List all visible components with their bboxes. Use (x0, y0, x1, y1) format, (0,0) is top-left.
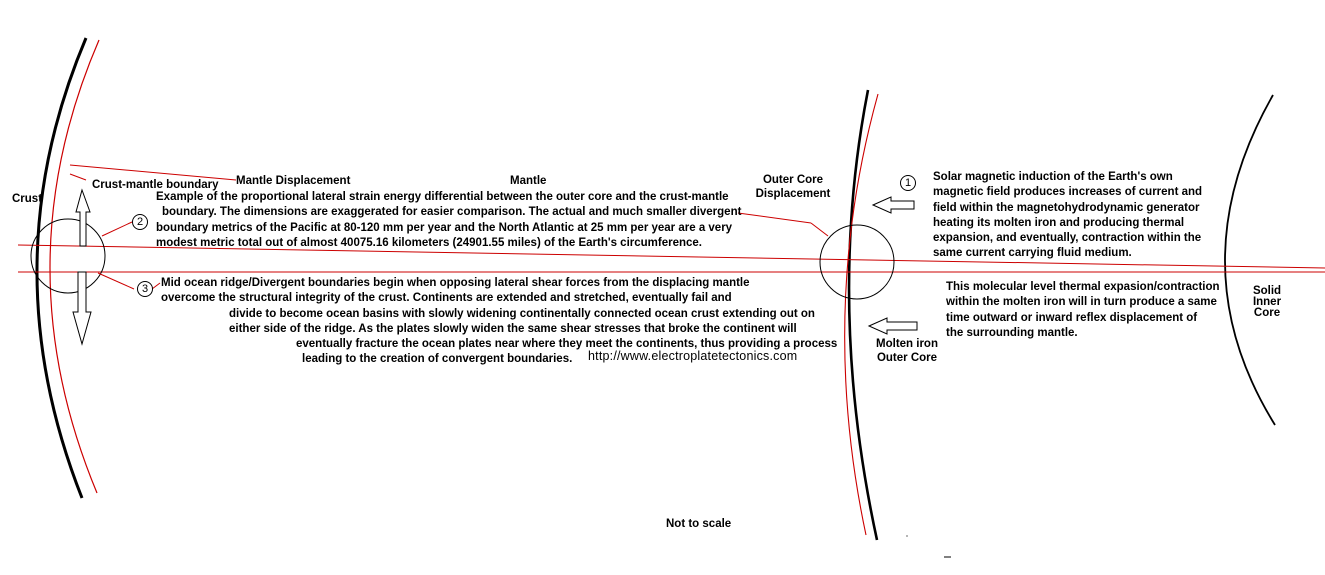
not-to-scale-label: Not to scale (666, 518, 732, 530)
mantle-label: Mantle (510, 175, 547, 187)
note-3-line: overcome the structural integrity of the crust. Continents are extended and stretched, eventually fail and (161, 292, 732, 305)
inner-core-arc (1225, 95, 1275, 425)
note-3-line: divide to become ocean basins with slowly widening continentally connected ocean crust extending out on (229, 307, 815, 320)
note-2-line: boundary. The dimensions are exaggerated for easier comparison. The actual and much smaller divergent (162, 206, 742, 219)
note-3-line: either side of the ridge. As the plates slowly widen the same shear stresses that broke the continent will (229, 322, 797, 335)
leader-outer-core (811, 223, 828, 236)
up-arrow-icon (76, 190, 90, 246)
molten-iron-label (868, 337, 946, 365)
note-1b-line: the surrounding mantle. (946, 326, 1078, 339)
solid-inner-core-line-2: Inner (1252, 296, 1282, 308)
note-strain-differential (156, 190, 741, 251)
left-arrow-icon-top (873, 197, 914, 213)
note-1-line: Solar magnetic induction of the Earth's own (933, 171, 1173, 183)
crust-arc (37, 38, 86, 498)
solid-inner-core-line-1: Solid (1252, 285, 1282, 297)
note-2-line: Example of the proportional lateral strain energy differential between the outer core and the crust-mantle (156, 191, 729, 203)
note-3-line: Mid ocean ridge/Divergent boundaries begin when opposing lateral shear forces from the displacing mantle (161, 277, 750, 289)
note-1-line: expansion, and eventually, contraction within the (933, 232, 1202, 245)
leader-ridge (98, 273, 134, 289)
solid-inner-core-line-3: Core (1253, 307, 1281, 319)
note-1b-line: time outward or inward reflex displacement of (946, 311, 1198, 324)
note-2-line: modest metric total out of almost 40075.16 kilometers (24901.55 miles) of the Earth's circumference. (156, 236, 702, 249)
stray-dot (906, 535, 907, 536)
outer-core-displacement-label (752, 173, 834, 201)
note-thermal-expansion (946, 280, 1220, 341)
leader-ridge-b (152, 283, 160, 289)
note-2-line: boundary metrics of the Pacific at 80-120 mm per year and the North Atlantic at 25 mm per year are a very (156, 221, 733, 234)
note-1-line: field within the magnetohydrodynamic generator (933, 201, 1200, 214)
left-arrow-icon-bottom (869, 318, 917, 334)
leader-crust-mantle (70, 174, 86, 180)
mantle-displacement-label: Mantle Displacement (236, 175, 351, 187)
outer-core-displacement-line-2: Displacement (755, 188, 831, 200)
website-link[interactable]: http://www.electroplatetectonics.com (588, 349, 798, 363)
leader-crust-circle (102, 222, 132, 236)
marker-2-number: 2 (136, 216, 144, 228)
marker-1-number: 1 (904, 177, 912, 189)
note-1-line: same current carrying fluid medium. (933, 247, 1132, 260)
molten-iron-line-1: Molten iron (876, 338, 938, 350)
down-arrow-icon (73, 272, 91, 344)
crust-mantle-boundary-label: Crust-mantle boundary (92, 179, 219, 191)
note-3-line: eventually fracture the ocean plates near where they meet the continents, thus providing a process (296, 338, 838, 351)
note-1-line: magnetic field produces increases of current and (933, 186, 1203, 199)
note-1b-line: This molecular level thermal expasion/contraction (946, 281, 1220, 293)
leader-outer-core-b (738, 213, 811, 223)
crust-detail-circle (31, 219, 105, 293)
note-1-line: heating its molten iron and producing thermal (933, 216, 1185, 229)
crust-label: Crust (12, 193, 43, 205)
outer-core-displacement-line-1: Outer Core (762, 174, 824, 186)
note-3-line: leading to the creation of convergent boundaries. (302, 353, 573, 366)
molten-iron-line-2: Outer Core (876, 352, 938, 364)
marker-3-number: 3 (141, 283, 149, 295)
note-1b-line: within the molten iron will in turn produce a same (946, 296, 1217, 309)
solid-inner-core-label (1246, 286, 1288, 319)
note-solar-induction (933, 170, 1202, 262)
